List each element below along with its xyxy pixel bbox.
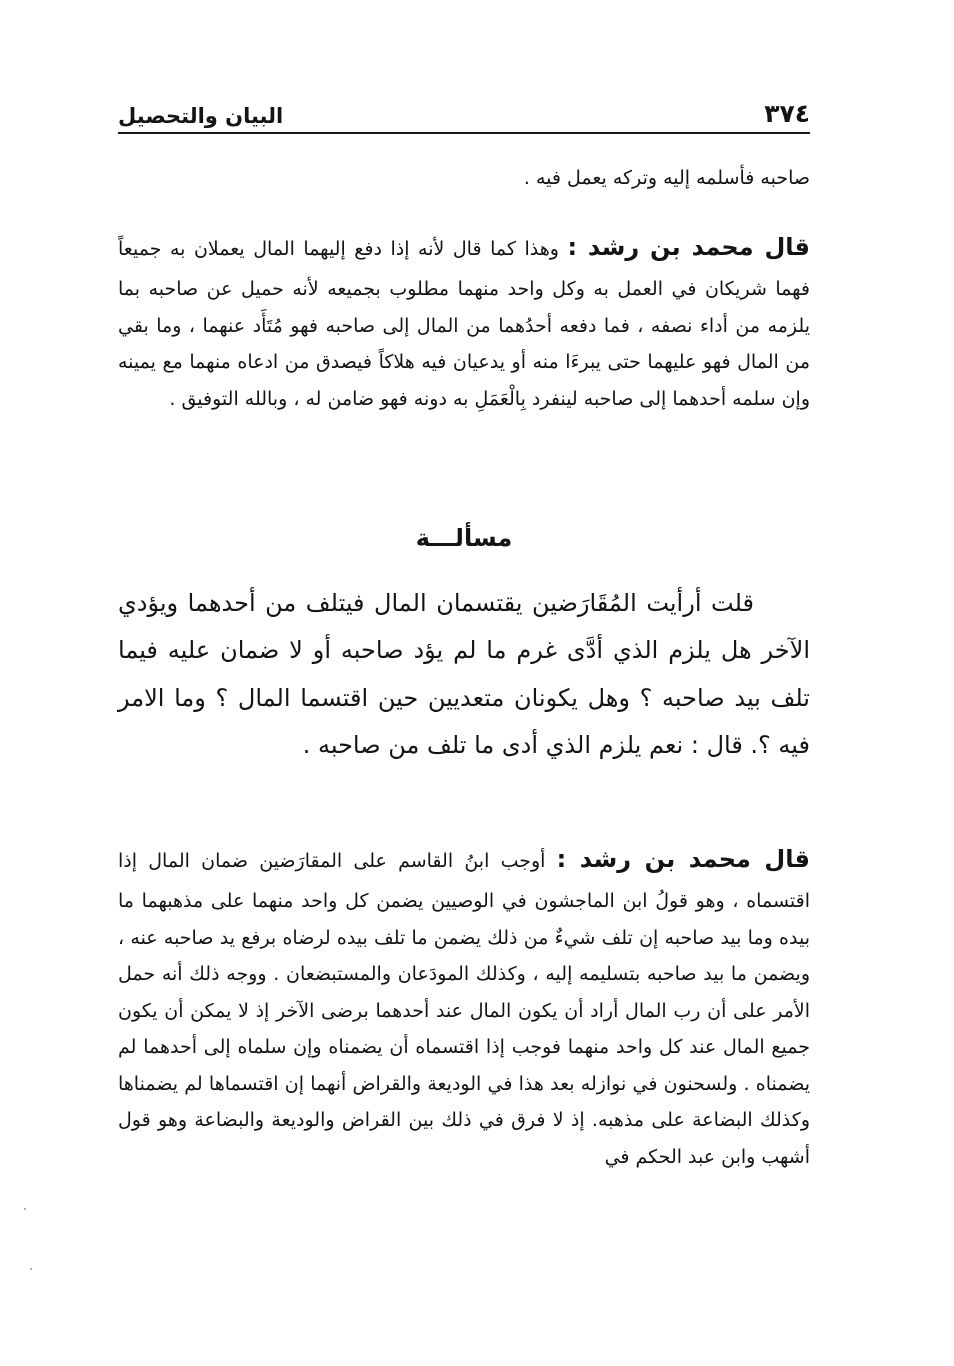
commentary-paragraph-1 xyxy=(118,224,810,417)
header-rule xyxy=(118,132,810,134)
commentary-paragraph-2 xyxy=(118,836,810,1175)
page-header xyxy=(118,88,810,128)
commentary-speaker: قال محمد بن رشد : xyxy=(567,233,810,261)
running-title: البيان والتحصيل xyxy=(118,104,284,128)
commentary-text: وهذا كما قال لأنه إذا دفع إليهما المال يعملان به جميعاً فهما شريكان في العمل به وكل واحد منهما مطلوب بجميعه لأنه حميل عن صاحبه بما يلزمه من أداء نصفه ، فما دفعه أحدُهما من المال إلى صاحبه فهو مُتَأَد عنهما ، وما بقي من المال فهو عليهما حتى يبرءَا منه أو يدعيان فيه هلاكاً فيصدق من ادعاه منهما مع يمينه وإن سلمه أحدهما إلى صاحبه لينفرد بِالْعَمَلِ به دونه فهو ضامن له ، وبالله التوفيق . xyxy=(118,238,810,410)
scan-speck xyxy=(24,1208,26,1210)
continuation-text: صاحبه فأسلمه إليه وتركه يعمل فيه . xyxy=(523,167,810,189)
page-number: ٣٧٤ xyxy=(764,99,810,128)
section-title: مسألـــة xyxy=(415,524,513,552)
commentary-speaker: قال محمد بن رشد : xyxy=(556,845,810,873)
scan-speck xyxy=(30,1268,32,1270)
commentary-text: أوجب ابنُ القاسم على المقارَضين ضمان المال إذا اقتسماه ، وهو قولُ ابن الماجشون في الوصيين يضمن كل واحد منهما على مذهبهما ما بيده وما بيد صاحبه إن تلف شيءٌ من ذلك يضمن ما تلف بيده لرضاه برفع يد صاحبه عنه ، ويضمن ما بيد صاحبه بتسليمه إليه ، وكذلك المودَعان والمستبضعان . ووجه ذلك أنه حمل الأمر على أن رب المال أراد أن يكون المال عند أحدهما برضى الآخر إذ لا يمكن أن يكون جميع المال عند كل واحد منهما فوجب إذا اقتسماه أن يضمناه وإن سلماه إلى أحدهما لم يضمناه . ولسحنون في نوازله بعد هذا في الوديعة والقراض أنهما إن اقتسماها لم يضمناها وكذلك البضاعة على مذهبه. إذ لا فرق في ذلك بين القراض والوديعة والبضاعة وهو قول أشهب وابن عبد الحكم في xyxy=(118,850,810,1168)
question-text: قلت أرأيت المُقَارَضين يقتسمان المال فيتلف من أحدهما ويؤدي الآخر هل يلزم الذي أدَّى غرم ما لم يؤد صاحبه أو لا ضمان عليه فيما تلف بيد صاحبه ؟ وهل يكونان متعديين حين اقتسما المال ؟ وما الامر فيه ؟. قال : نعم يلزم الذي أدى ما تلف من صاحبه . xyxy=(118,589,810,759)
continuation-paragraph xyxy=(118,160,810,197)
question-paragraph xyxy=(118,580,810,769)
